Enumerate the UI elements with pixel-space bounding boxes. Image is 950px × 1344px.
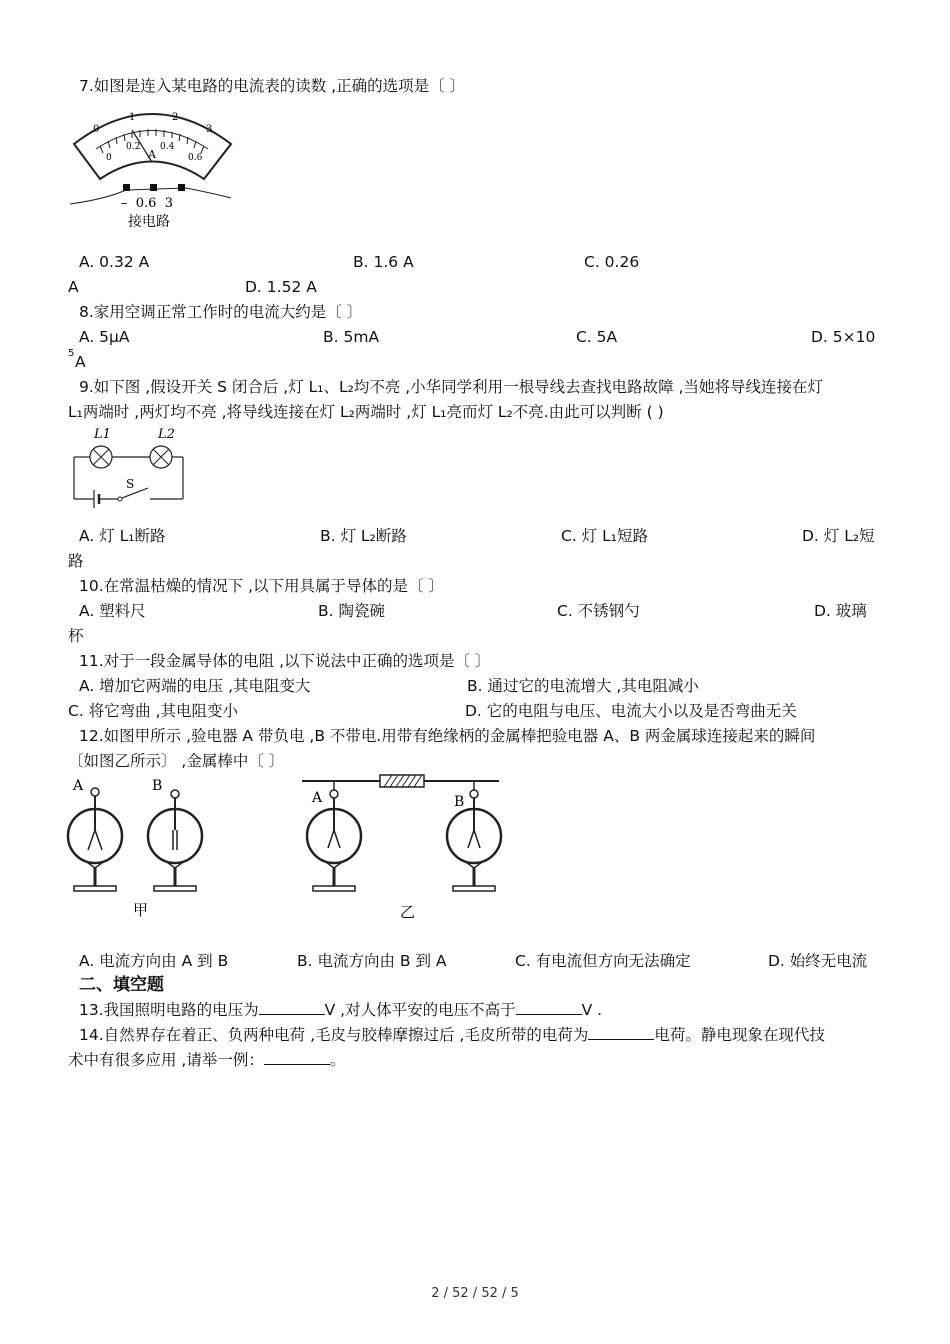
- page-footer: 2 / 52 / 52 / 5: [431, 1286, 519, 1301]
- q13-part3: V .: [581, 1001, 603, 1019]
- q12-option-b[interactable]: B. 电流方向由 B 到 A: [297, 952, 447, 970]
- circuit-figure: [66, 424, 190, 514]
- switch-label: S: [126, 477, 135, 491]
- q7-stem: 7.如图是连入某电路的电流表的读数 ,正确的选项是〔 〕: [79, 77, 466, 95]
- q14-line2: [68, 1050, 345, 1070]
- scale-top-3: 3: [206, 124, 213, 135]
- q9-option-d-cont: 路: [68, 552, 84, 570]
- q12-option-d[interactable]: D. 始终无电流: [768, 952, 868, 970]
- terminal-labels: – 0.6 3: [121, 196, 173, 211]
- q10-option-b[interactable]: B. 陶瓷碗: [318, 602, 385, 620]
- q13-blank-1[interactable]: [259, 1000, 325, 1015]
- lamp-l2-label: L2: [158, 427, 175, 442]
- section-title-fill-in: 二、填空题: [79, 975, 164, 995]
- q7-option-b[interactable]: B. 1.6 A: [353, 253, 414, 271]
- scale-bottom-1: 0.2: [126, 142, 141, 152]
- q9-option-d[interactable]: D. 灯 L₂短: [802, 527, 875, 545]
- electroscope-a-yi: [307, 790, 361, 891]
- q7-option-c[interactable]: C. 0.26: [584, 253, 640, 271]
- electroscope-figure: [62, 772, 522, 930]
- terminal-negative: [123, 184, 130, 191]
- q11-option-c[interactable]: C. 将它弯曲 ,其电阻变小: [68, 702, 239, 720]
- label-b-jia: B: [152, 778, 163, 794]
- q7-option-c-unit: A: [68, 278, 79, 296]
- q10-option-c[interactable]: C. 不锈钢勺: [557, 602, 640, 620]
- terminal-0.6: [150, 184, 157, 191]
- q11-option-d[interactable]: D. 它的电阻与电压、电流大小以及是否弯曲无关: [465, 702, 797, 720]
- q12-option-a[interactable]: A. 电流方向由 A 到 B: [79, 952, 229, 970]
- caption-yi: 乙: [400, 903, 416, 921]
- q8-option-d-unit: A: [75, 353, 86, 371]
- label-a-yi: A: [312, 790, 323, 806]
- q12-stem-line1: 12.如图甲所示 ,验电器 A 带负电 ,B 不带电.用带有绝缘柄的金属棒把验电器 A、B 两金属球连接起来的瞬间: [79, 727, 816, 745]
- q13: [79, 1000, 602, 1020]
- q10-option-a[interactable]: A. 塑料尺: [79, 602, 146, 620]
- q14-line1: [79, 1025, 825, 1045]
- q10-option-d-cont: 杯: [68, 627, 84, 645]
- q14-part1: 14.自然界存在着正、负两种电荷 ,毛皮与胶棒摩擦过后 ,毛皮所带的电荷为: [79, 1026, 589, 1044]
- scale-bottom-0: 0: [106, 153, 112, 163]
- q11-option-b[interactable]: B. 通过它的电流增大 ,其电阻减小: [467, 677, 699, 695]
- scale-top-1: 1: [129, 112, 136, 123]
- scale-bottom-3: 0.6: [188, 153, 203, 163]
- q13-part1: 13.我国照明电路的电压为: [79, 1001, 259, 1019]
- scale-top-2: 2: [172, 112, 179, 123]
- electroscope-b-yi: [447, 790, 501, 891]
- q14-part2: 电荷。静电现象在现代技: [654, 1026, 825, 1044]
- q9-option-a[interactable]: A. 灯 L₁断路: [79, 527, 166, 545]
- scale-bottom-2: 0.4: [160, 142, 175, 152]
- q10-option-d[interactable]: D. 玻璃: [814, 602, 867, 620]
- q9-option-b[interactable]: B. 灯 L₂断路: [320, 527, 407, 545]
- label-b-yi: B: [454, 794, 465, 810]
- q8-option-b[interactable]: B. 5mA: [323, 328, 380, 346]
- q8-stem: 8.家用空调正常工作时的电流大约是〔 〕: [79, 303, 363, 321]
- q7-option-a[interactable]: A. 0.32 A: [79, 253, 150, 271]
- q8-option-d[interactable]: D. 5×10: [811, 328, 876, 346]
- lamp-l1-label: L1: [94, 427, 111, 442]
- q11-option-a[interactable]: A. 增加它两端的电压 ,其电阻变大: [79, 677, 311, 695]
- ammeter-figure: [66, 104, 238, 234]
- scale-top-0: 0: [93, 124, 100, 135]
- q14-blank-2[interactable]: [264, 1050, 330, 1065]
- q11-stem: 11.对于一段金属导体的电阻 ,以下说法中正确的选项是〔 〕: [79, 652, 491, 670]
- meter-unit: A: [148, 148, 156, 161]
- q13-part2: V ,对人体平安的电压不高于: [324, 1001, 516, 1019]
- q14-part4: 。: [329, 1051, 346, 1069]
- q14-part3: 术中有很多应用 ,请举一例：: [68, 1051, 264, 1069]
- q8-option-c[interactable]: C. 5A: [576, 328, 618, 346]
- q9-option-c[interactable]: C. 灯 L₁短路: [561, 527, 648, 545]
- q7-option-d[interactable]: D. 1.52 A: [245, 278, 317, 296]
- meter-scale-arc: [96, 131, 208, 150]
- meter-caption: 接电路: [128, 214, 170, 230]
- q14-blank-1[interactable]: [588, 1025, 654, 1040]
- q9-stem-line1: 9.如下图 ,假设开关 S 闭合后 ,灯 L₁、L₂均不亮 ,小华同学利用一根导线去查找电路故障 ,当她将导线连接在灯: [79, 378, 824, 396]
- electroscope-a-jia: [68, 778, 122, 891]
- caption-jia: 甲: [133, 901, 149, 919]
- label-a-jia: A: [73, 778, 84, 794]
- q13-blank-2[interactable]: [516, 1000, 582, 1015]
- terminal-3: [178, 184, 185, 191]
- electroscope-b-jia: [148, 778, 202, 891]
- q8-option-d-exponent: 5: [68, 348, 75, 359]
- q10-stem: 10.在常温枯燥的情况下 ,以下用具属于导体的是〔 〕: [79, 577, 444, 595]
- q12-stem-line2: 〔如图乙所示〕 ,金属棒中〔 〕: [68, 752, 285, 770]
- q8-option-a[interactable]: A. 5μA: [79, 328, 130, 346]
- q9-stem-line2: L₁两端时 ,两灯均不亮 ,将导线连接在灯 L₂两端时 ,灯 L₁亮而灯 L₂不亮.由此可以判断 ( ): [68, 403, 664, 421]
- q12-option-c[interactable]: C. 有电流但方向无法确定: [515, 952, 691, 970]
